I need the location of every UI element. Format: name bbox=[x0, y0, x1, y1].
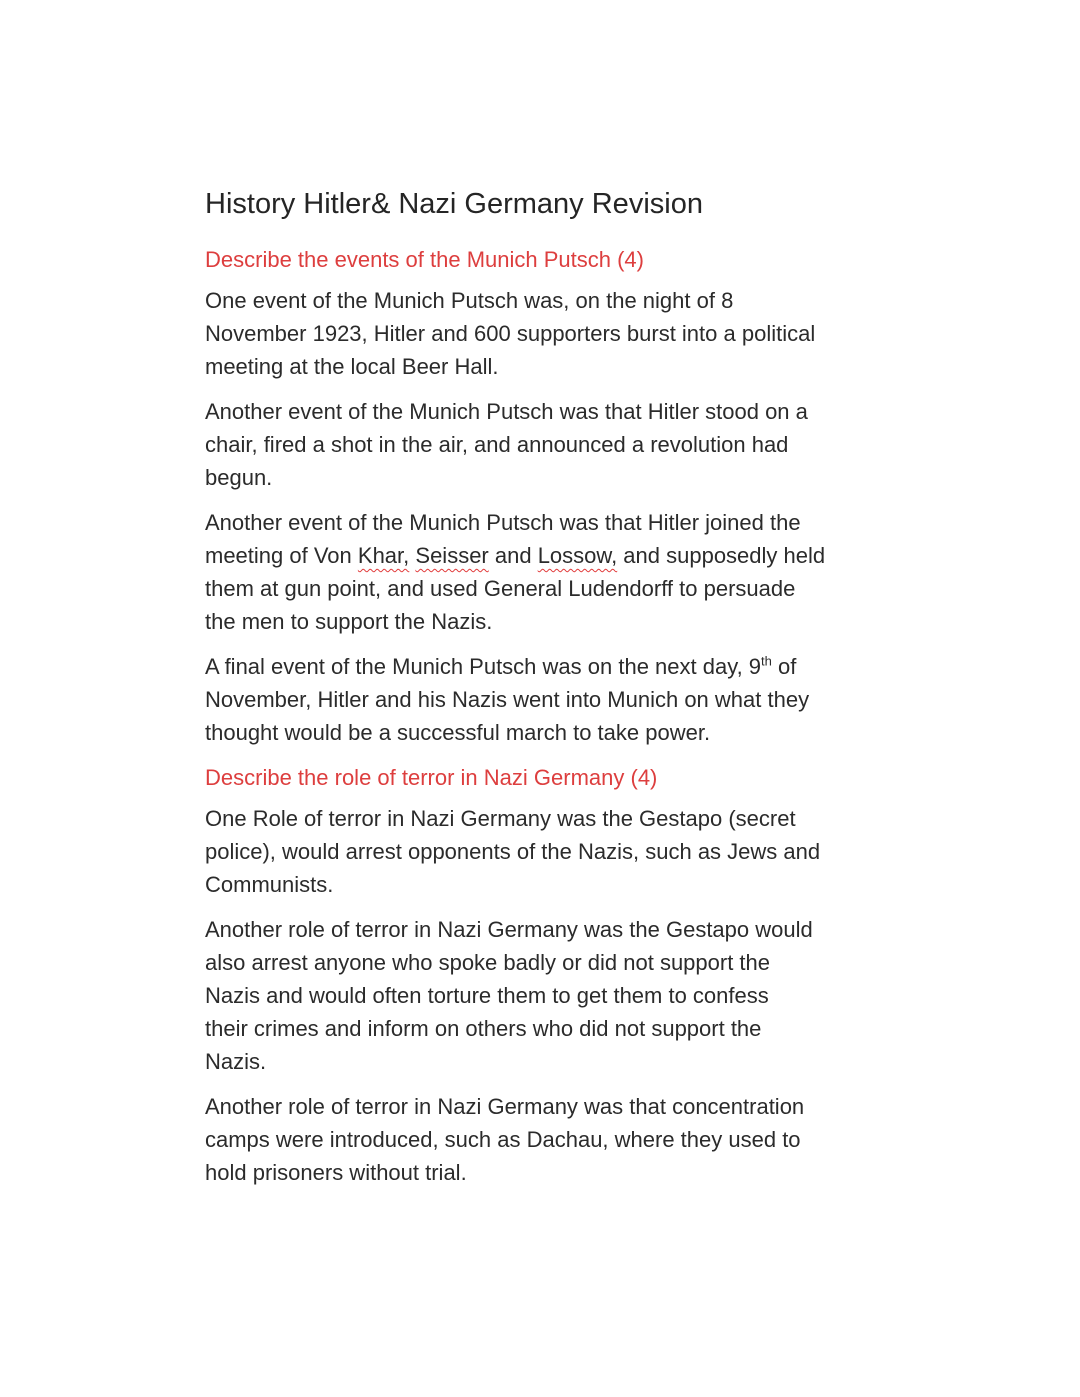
text-line: them at gun point, and used General Ludendorff to persuade bbox=[205, 576, 796, 601]
text-line: hold prisoners without trial. bbox=[205, 1160, 467, 1185]
document-content bbox=[205, 185, 905, 1201]
document-title: History Hitler& Nazi Germany Revision bbox=[205, 188, 703, 220]
text-line: their crimes and inform on others who did not support the bbox=[205, 1016, 762, 1041]
paragraph bbox=[205, 913, 905, 1078]
paragraph bbox=[205, 284, 905, 383]
superscript-text: th bbox=[761, 653, 772, 669]
text-line: Another role of terror in Nazi Germany was that concentration bbox=[205, 1094, 805, 1119]
paragraph bbox=[205, 395, 905, 494]
text-line: begun. bbox=[205, 465, 273, 490]
misspelled-word: Lossow, bbox=[537, 543, 618, 568]
text-line: Describe the role of terror in Nazi Germany (4) bbox=[205, 765, 658, 790]
paragraph bbox=[205, 650, 905, 749]
text-line: Describe the events of the Munich Putsch (4) bbox=[205, 247, 644, 272]
text-line: A final event of the Munich Putsch was on the next day, 9th of bbox=[205, 653, 797, 679]
text-line: Another event of the Munich Putsch was that Hitler joined the bbox=[205, 510, 801, 535]
text-line: Communists. bbox=[205, 872, 334, 897]
text-line: the men to support the Nazis. bbox=[205, 609, 493, 634]
text-line: November, Hitler and his Nazis went into Munich on what they bbox=[205, 687, 810, 712]
text-line: November 1923, Hitler and 600 supporters burst into a political bbox=[205, 321, 816, 346]
document-body bbox=[205, 243, 905, 1189]
text-line: Nazis. bbox=[205, 1049, 267, 1074]
text-line: One Role of terror in Nazi Germany was the Gestapo (secret bbox=[205, 806, 796, 831]
misspelled-word: Seisser bbox=[415, 543, 489, 568]
misspelled-word: Khar, bbox=[357, 543, 410, 568]
paragraph bbox=[205, 802, 905, 901]
text-line: Another event of the Munich Putsch was that Hitler stood on a bbox=[205, 399, 808, 424]
section-heading bbox=[205, 243, 905, 276]
text-line: meeting of Von Khar, Seisser and Lossow, and supposedly held bbox=[205, 543, 826, 568]
text-line: meeting at the local Beer Hall. bbox=[205, 354, 499, 379]
text-line: chair, fired a shot in the air, and announced a revolution had bbox=[205, 432, 789, 457]
text-line: One event of the Munich Putsch was, on the night of 8 bbox=[205, 288, 734, 313]
text-line: police), would arrest opponents of the Nazis, such as Jews and bbox=[205, 839, 821, 864]
text-line: camps were introduced, such as Dachau, where they used to bbox=[205, 1127, 801, 1152]
text-line: Another role of terror in Nazi Germany was the Gestapo would bbox=[205, 917, 813, 942]
text-line: Nazis and would often torture them to get them to confess bbox=[205, 983, 769, 1008]
section-heading bbox=[205, 761, 905, 794]
paragraph bbox=[205, 506, 905, 638]
text-line: thought would be a successful march to take power. bbox=[205, 720, 711, 745]
paragraph bbox=[205, 1090, 905, 1189]
text-line: also arrest anyone who spoke badly or did not support the bbox=[205, 950, 771, 975]
